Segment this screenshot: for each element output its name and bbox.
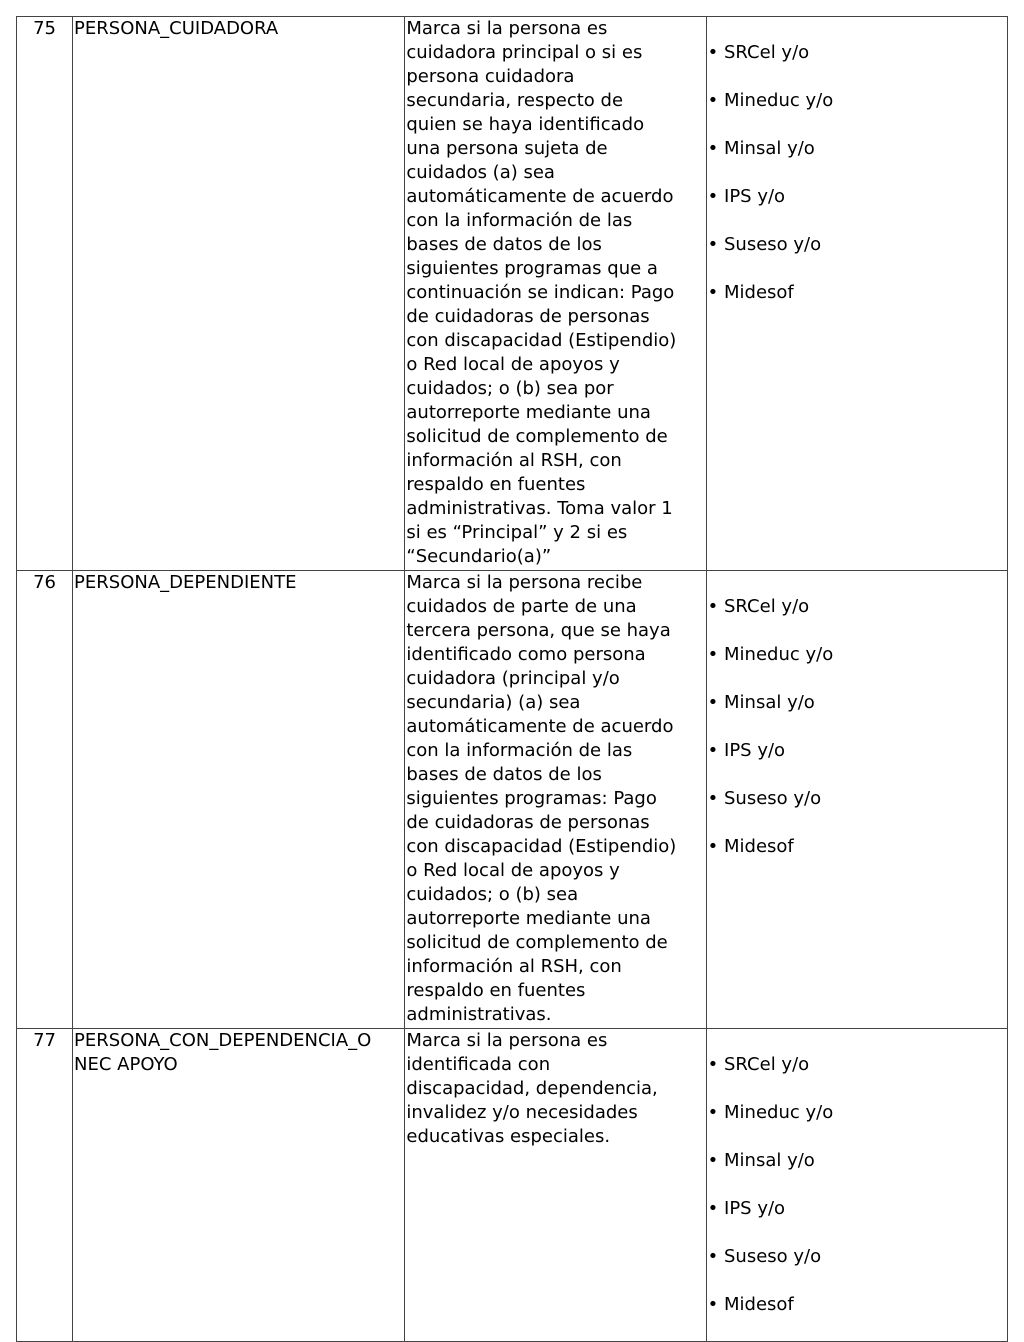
source-item: • Midesof bbox=[707, 282, 794, 303]
source-item: • IPS y/o bbox=[707, 186, 786, 207]
table-row bbox=[17, 571, 1008, 1029]
source-item: • Mineduc y/o bbox=[707, 1102, 834, 1123]
data-sources bbox=[706, 1029, 1007, 1342]
source-item: • IPS y/o bbox=[707, 1198, 786, 1219]
variable-description: Marca si la persona es cuidadora principal o si es persona cuidadora secundaria, respecto de quien se haya identificado una persona sujeta de cuidados (a) sea automáticamente de acuerdo con la información de las bases de datos de los siguientes programas que a continuación se indican: Pago de cuidadoras de personas con discapacidad (Estipendio) o Red local de apoyos y cuidados; o (b) sea por autorreporte mediante una solicitud de complemento de información al RSH, con respaldo en fuentes administrativas. Toma valor 1 si es “Principal” y 2 si es “Secundario(a)” bbox=[405, 17, 706, 571]
source-item: • Midesof bbox=[707, 1294, 794, 1315]
source-item: • SRCel y/o bbox=[707, 596, 810, 617]
row-number: 75 bbox=[17, 17, 73, 571]
data-sources bbox=[706, 17, 1007, 571]
source-item: • Mineduc y/o bbox=[707, 90, 834, 111]
source-item: • SRCel y/o bbox=[707, 1054, 810, 1075]
variable-name: PERSONA_DEPENDIENTE bbox=[73, 571, 405, 1029]
variable-name: PERSONA_CUIDADORA bbox=[73, 17, 405, 571]
variable-description: Marca si la persona recibe cuidados de parte de una tercera persona, que se haya identificado como persona cuidadora (principal y/o secundaria) (a) sea automáticamente de acuerdo con la información de las bases de datos de los siguientes programas: Pago de cuidadoras de personas con discapacidad (Estipendio) o Red local de apoyos y cuidados; o (b) sea autorreporte mediante una solicitud de complemento de información al RSH, con respaldo en fuentes administrativas. bbox=[405, 571, 706, 1029]
variables-table bbox=[16, 16, 1008, 1342]
source-item: • Minsal y/o bbox=[707, 1150, 815, 1171]
row-number: 76 bbox=[17, 571, 73, 1029]
source-item: • Mineduc y/o bbox=[707, 644, 834, 665]
table-row bbox=[17, 17, 1008, 571]
data-sources bbox=[706, 571, 1007, 1029]
source-item: • Suseso y/o bbox=[707, 1246, 822, 1267]
variable-name: PERSONA_CON_DEPENDENCIA_O NEC APOYO bbox=[73, 1029, 405, 1342]
variable-description: Marca si la persona es identificada con discapacidad, dependencia, invalidez y/o necesidades educativas especiales. bbox=[405, 1029, 706, 1342]
table-row bbox=[17, 1029, 1008, 1342]
row-number: 77 bbox=[17, 1029, 73, 1342]
source-item: • SRCel y/o bbox=[707, 42, 810, 63]
source-item: • Midesof bbox=[707, 836, 794, 857]
source-item: • Suseso y/o bbox=[707, 234, 822, 255]
source-item: • Minsal y/o bbox=[707, 692, 815, 713]
source-item: • IPS y/o bbox=[707, 740, 786, 761]
source-item: • Suseso y/o bbox=[707, 788, 822, 809]
source-item: • Minsal y/o bbox=[707, 138, 815, 159]
